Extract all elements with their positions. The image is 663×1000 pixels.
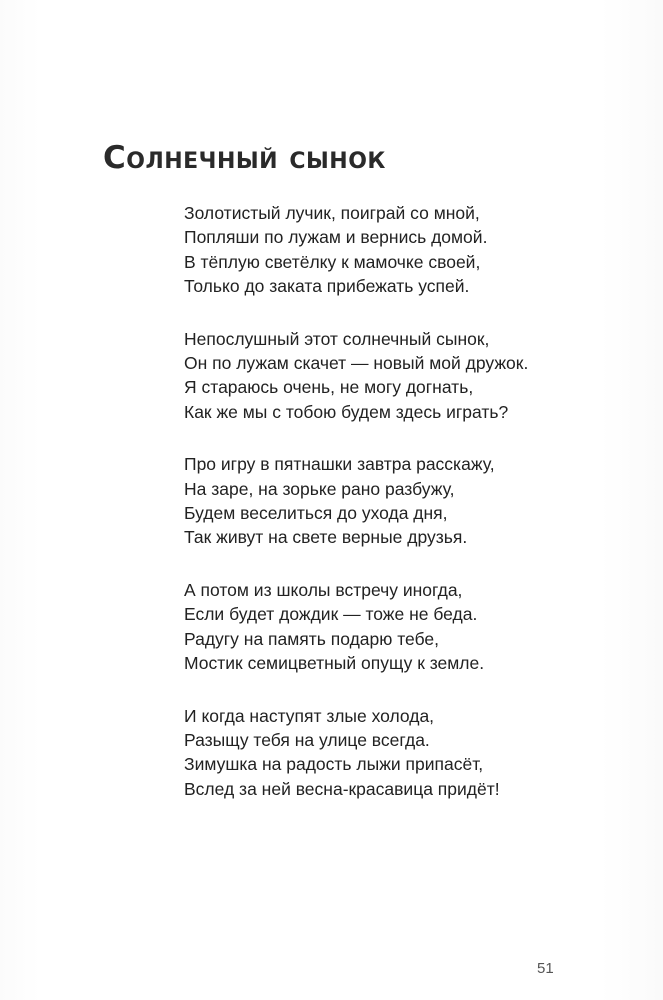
- poem-line: Золотистый лучик, поиграй со мной,: [184, 203, 480, 223]
- stanza-1: [184, 201, 624, 299]
- poem-line: Разыщу тебя на улице всегда.: [184, 729, 430, 750]
- poem-line: Зимушка на радость лыжи припасёт,: [184, 754, 484, 775]
- stanza-2: [184, 327, 624, 425]
- poem-line: Будем веселиться до ухода дня,: [184, 503, 448, 524]
- poem-line: Мостик семицветный опущу к земле.: [184, 653, 485, 674]
- poem-line: Про игру в пятнашки завтра расскажу,: [184, 454, 495, 475]
- poem-line: Как же мы с тобою будем здесь играть?: [184, 401, 509, 422]
- poem-body: [184, 201, 624, 829]
- poem-line: Радугу на память подарю тебе,: [184, 628, 440, 649]
- page-number: 51: [537, 960, 554, 977]
- poem-line: На заре, на зорьке рано разбужу,: [184, 478, 455, 499]
- poem-line: Непослушный этот солнечный сынок,: [184, 328, 490, 349]
- poem-line: Я стараюсь очень, не могу догнать,: [184, 377, 474, 398]
- stanza-4: [184, 578, 624, 676]
- poem-line: Только до заката прибежать успей.: [184, 276, 470, 297]
- poem-line: Попляши по лужам и вернись домой.: [184, 227, 488, 248]
- stanza-5: [184, 704, 624, 802]
- poem-line: А потом из школы встречу иногда,: [184, 579, 463, 600]
- poem-line: Вслед за ней весна-красавица придёт!: [184, 778, 500, 799]
- poem-line: Если будет дождик — тоже не беда.: [184, 604, 478, 625]
- poem-line: И когда наступят злые холода,: [184, 705, 435, 726]
- stanza-3: [184, 452, 624, 550]
- poem-title: Солнечный сынок: [103, 140, 386, 176]
- poem-line: В тёплую светёлку к мамочке своей,: [184, 251, 481, 272]
- poem-line: Так живут на свете верные друзья.: [184, 527, 468, 548]
- poem-line: Он по лужам скачет — новый мой дружок.: [184, 353, 529, 374]
